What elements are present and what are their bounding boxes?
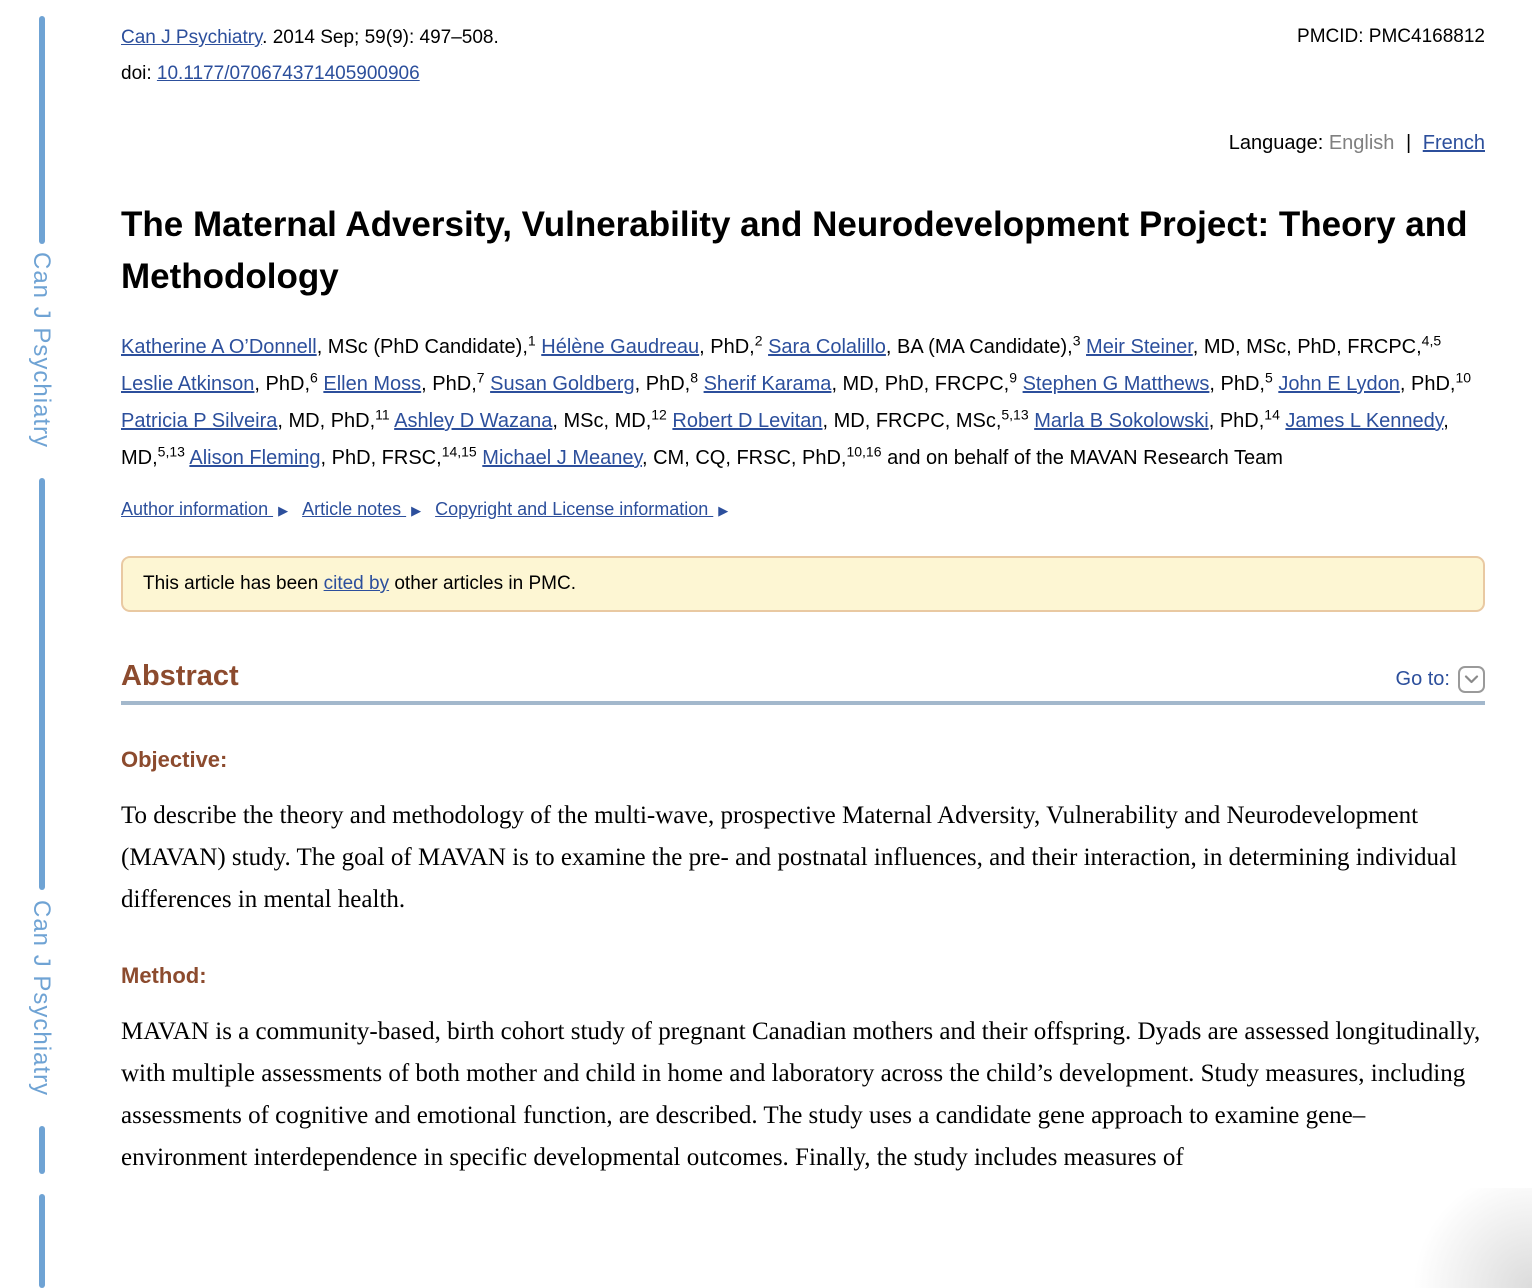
affiliation-superscript: 10 bbox=[1455, 369, 1472, 386]
affiliation-superscript: 1 bbox=[527, 332, 536, 349]
meta-link-copyright-and-license-information[interactable]: Copyright and License information ▶ bbox=[435, 499, 729, 519]
pmcid bbox=[1297, 26, 1485, 48]
rail-line-segment bbox=[39, 16, 45, 244]
author-link[interactable]: Stephen G Matthews bbox=[1022, 373, 1210, 395]
journal-name-vertical: Can J Psychiatry bbox=[28, 900, 55, 1097]
author-link[interactable]: Marla B Sokolowski bbox=[1034, 410, 1209, 432]
journal-citation bbox=[121, 26, 499, 86]
doi-label: doi: bbox=[121, 63, 152, 84]
journal-link[interactable]: Can J Psychiatry bbox=[121, 27, 263, 48]
cited-by-link[interactable]: cited by bbox=[323, 573, 390, 594]
abstract-section bbox=[121, 963, 1485, 1179]
goto-button[interactable] bbox=[1458, 666, 1485, 693]
language-french-link[interactable]: French bbox=[1422, 132, 1485, 154]
article-page bbox=[121, 0, 1485, 1179]
affiliation-superscript: 3 bbox=[1072, 332, 1081, 349]
affiliation-superscript: 9 bbox=[1009, 369, 1018, 386]
author-link[interactable]: Sherif Karama bbox=[703, 373, 832, 395]
language-label: Language: bbox=[1228, 132, 1324, 154]
corner-shade bbox=[1402, 1188, 1532, 1288]
abstract-header bbox=[121, 660, 1485, 705]
author-link[interactable]: Michael J Meaney bbox=[482, 447, 642, 469]
author-link[interactable]: James L Kennedy bbox=[1285, 410, 1444, 432]
author-list: Katherine A O’Donnell, MSc (PhD Candidate),$^1$ Hélène Gaudreau, PhD,$^2$ Sara Colalillo, BA (MA Candidate),$^3$ Meir Steiner, MD, MSc, PhD, FRCPC,$^{4,5}$ Leslie Atkinson, PhD,$^6$ Ellen Moss, PhD,$^7$ Susan Goldberg, PhD,$^8$ Sherif Karama, MD, PhD, FRCPC,$^9$ Stephen G Matthews, PhD,$^5$ John E Lydon, PhD,$^{10}$ Patricia P Silveira, MD, PhD,$^{11}$ Ashley D Wazana, MSc, MD,$^{12}$ Robert D Levitan, MD, FRCPC, MSc,$^{5,13}$ Marla B Sokolowski, PhD,$^{14}$ James L Kennedy, MD,$^{5,13}$ Alison Fleming, PhD, FRSC,$^{14,15}$ Michael J Meaney, CM, CQ, FRSC, PhD,$^{10,16}$ and on behalf of the MAVAN Research Team bbox=[121, 332, 1472, 469]
abstract-section-heading: Method: bbox=[121, 963, 207, 988]
rail-line-segment bbox=[39, 1194, 45, 1288]
affiliation-superscript: 5,13 bbox=[157, 443, 185, 460]
affiliation-superscript: 8 bbox=[690, 369, 699, 386]
meta-link-author-information[interactable]: Author information ▶ bbox=[121, 499, 289, 519]
cited-by-notice bbox=[121, 556, 1485, 612]
affiliation-superscript: 6 bbox=[310, 369, 318, 386]
affiliation-superscript: 14,15 bbox=[441, 443, 477, 460]
author-link[interactable]: Robert D Levitan bbox=[672, 410, 823, 432]
article-title: The Maternal Adversity, Vulnerability and Neurodevelopment Project: Theory and Methodology bbox=[121, 205, 1468, 296]
doi-link[interactable]: 10.1177/070674371405900906 bbox=[156, 63, 420, 84]
language-separator: | bbox=[1405, 132, 1412, 154]
journal-name-vertical: Can J Psychiatry bbox=[28, 252, 55, 449]
rail-line-segment bbox=[39, 478, 45, 890]
journal-side-rail bbox=[0, 0, 88, 1288]
abstract-section-heading: Objective: bbox=[121, 747, 228, 772]
affiliation-superscript: 5 bbox=[1264, 369, 1273, 386]
article-meta-links bbox=[121, 499, 1485, 520]
language-current: English bbox=[1328, 132, 1395, 154]
rail-line-segment bbox=[39, 1126, 45, 1174]
citation-row bbox=[121, 26, 1485, 86]
abstract-section bbox=[121, 747, 1485, 921]
abstract-sections bbox=[121, 747, 1485, 1179]
pmcid-label: PMCID: bbox=[1297, 26, 1364, 47]
affiliation-superscript: 10,16 bbox=[846, 443, 882, 460]
chevron-down-icon bbox=[1464, 675, 1479, 684]
affiliation-superscript: 12 bbox=[651, 406, 667, 423]
affiliation-superscript: 5,13 bbox=[1001, 406, 1029, 423]
author-link[interactable]: Ellen Moss bbox=[323, 373, 422, 395]
citation-text: . 2014 Sep; 59(9): 497–508. bbox=[262, 27, 499, 48]
author-link[interactable]: Alison Fleming bbox=[189, 447, 321, 469]
author-link[interactable]: Susan Goldberg bbox=[490, 373, 635, 395]
notice-text-pre: This article has been bbox=[143, 573, 324, 594]
author-link[interactable]: Sara Colalillo bbox=[768, 336, 886, 358]
affiliation-superscript: 14 bbox=[1264, 406, 1280, 423]
language-switcher bbox=[121, 132, 1485, 155]
expand-arrow-icon: ▶ bbox=[411, 503, 422, 518]
author-link[interactable]: Hélène Gaudreau bbox=[541, 336, 700, 358]
abstract-section-text: To describe the theory and methodology of the multi-wave, prospective Maternal Adversity, Vulnerability and Neurodevelopment (MAVAN) study. The goal of MAVAN is to examine the pre- and postnatal influences, and their interaction, in determining individual differences in mental health. bbox=[121, 802, 1458, 913]
author-link[interactable]: Ashley D Wazana bbox=[394, 410, 553, 432]
goto-label: Go to: bbox=[1395, 668, 1450, 690]
author-link[interactable]: Leslie Atkinson bbox=[121, 373, 255, 395]
meta-link-article-notes[interactable]: Article notes ▶ bbox=[302, 499, 422, 519]
author-link[interactable]: John E Lydon bbox=[1278, 373, 1400, 395]
author-link[interactable]: Katherine A O’Donnell bbox=[121, 336, 317, 358]
author-link[interactable]: Patricia P Silveira bbox=[121, 410, 278, 432]
goto-link[interactable] bbox=[1396, 666, 1485, 693]
pmcid-value: PMC4168812 bbox=[1368, 26, 1485, 47]
expand-arrow-icon: ▶ bbox=[278, 503, 289, 518]
expand-arrow-icon: ▶ bbox=[718, 503, 729, 518]
affiliation-superscript: 2 bbox=[754, 332, 763, 349]
notice-text-post: other articles in PMC. bbox=[389, 573, 576, 594]
affiliation-superscript: 7 bbox=[476, 369, 485, 386]
affiliation-superscript: 4,5 bbox=[1421, 332, 1442, 349]
abstract-section-text: MAVAN is a community-based, birth cohort study of pregnant Canadian mothers and their offspring. Dyads are assessed longitudinally, with multiple assessments of both mother and child in home and laboratory across the child’s development. Study measures, including assessments of cognitive and emotional function, are described. The study uses a candidate gene approach to examine gene–environment interdependence in specific developmental outcomes. Finally, the study includes measures of bbox=[121, 1018, 1481, 1171]
author-link[interactable]: Meir Steiner bbox=[1086, 336, 1193, 358]
doi-line bbox=[121, 62, 499, 86]
abstract-heading: Abstract bbox=[121, 660, 239, 692]
affiliation-superscript: 11 bbox=[375, 406, 390, 423]
